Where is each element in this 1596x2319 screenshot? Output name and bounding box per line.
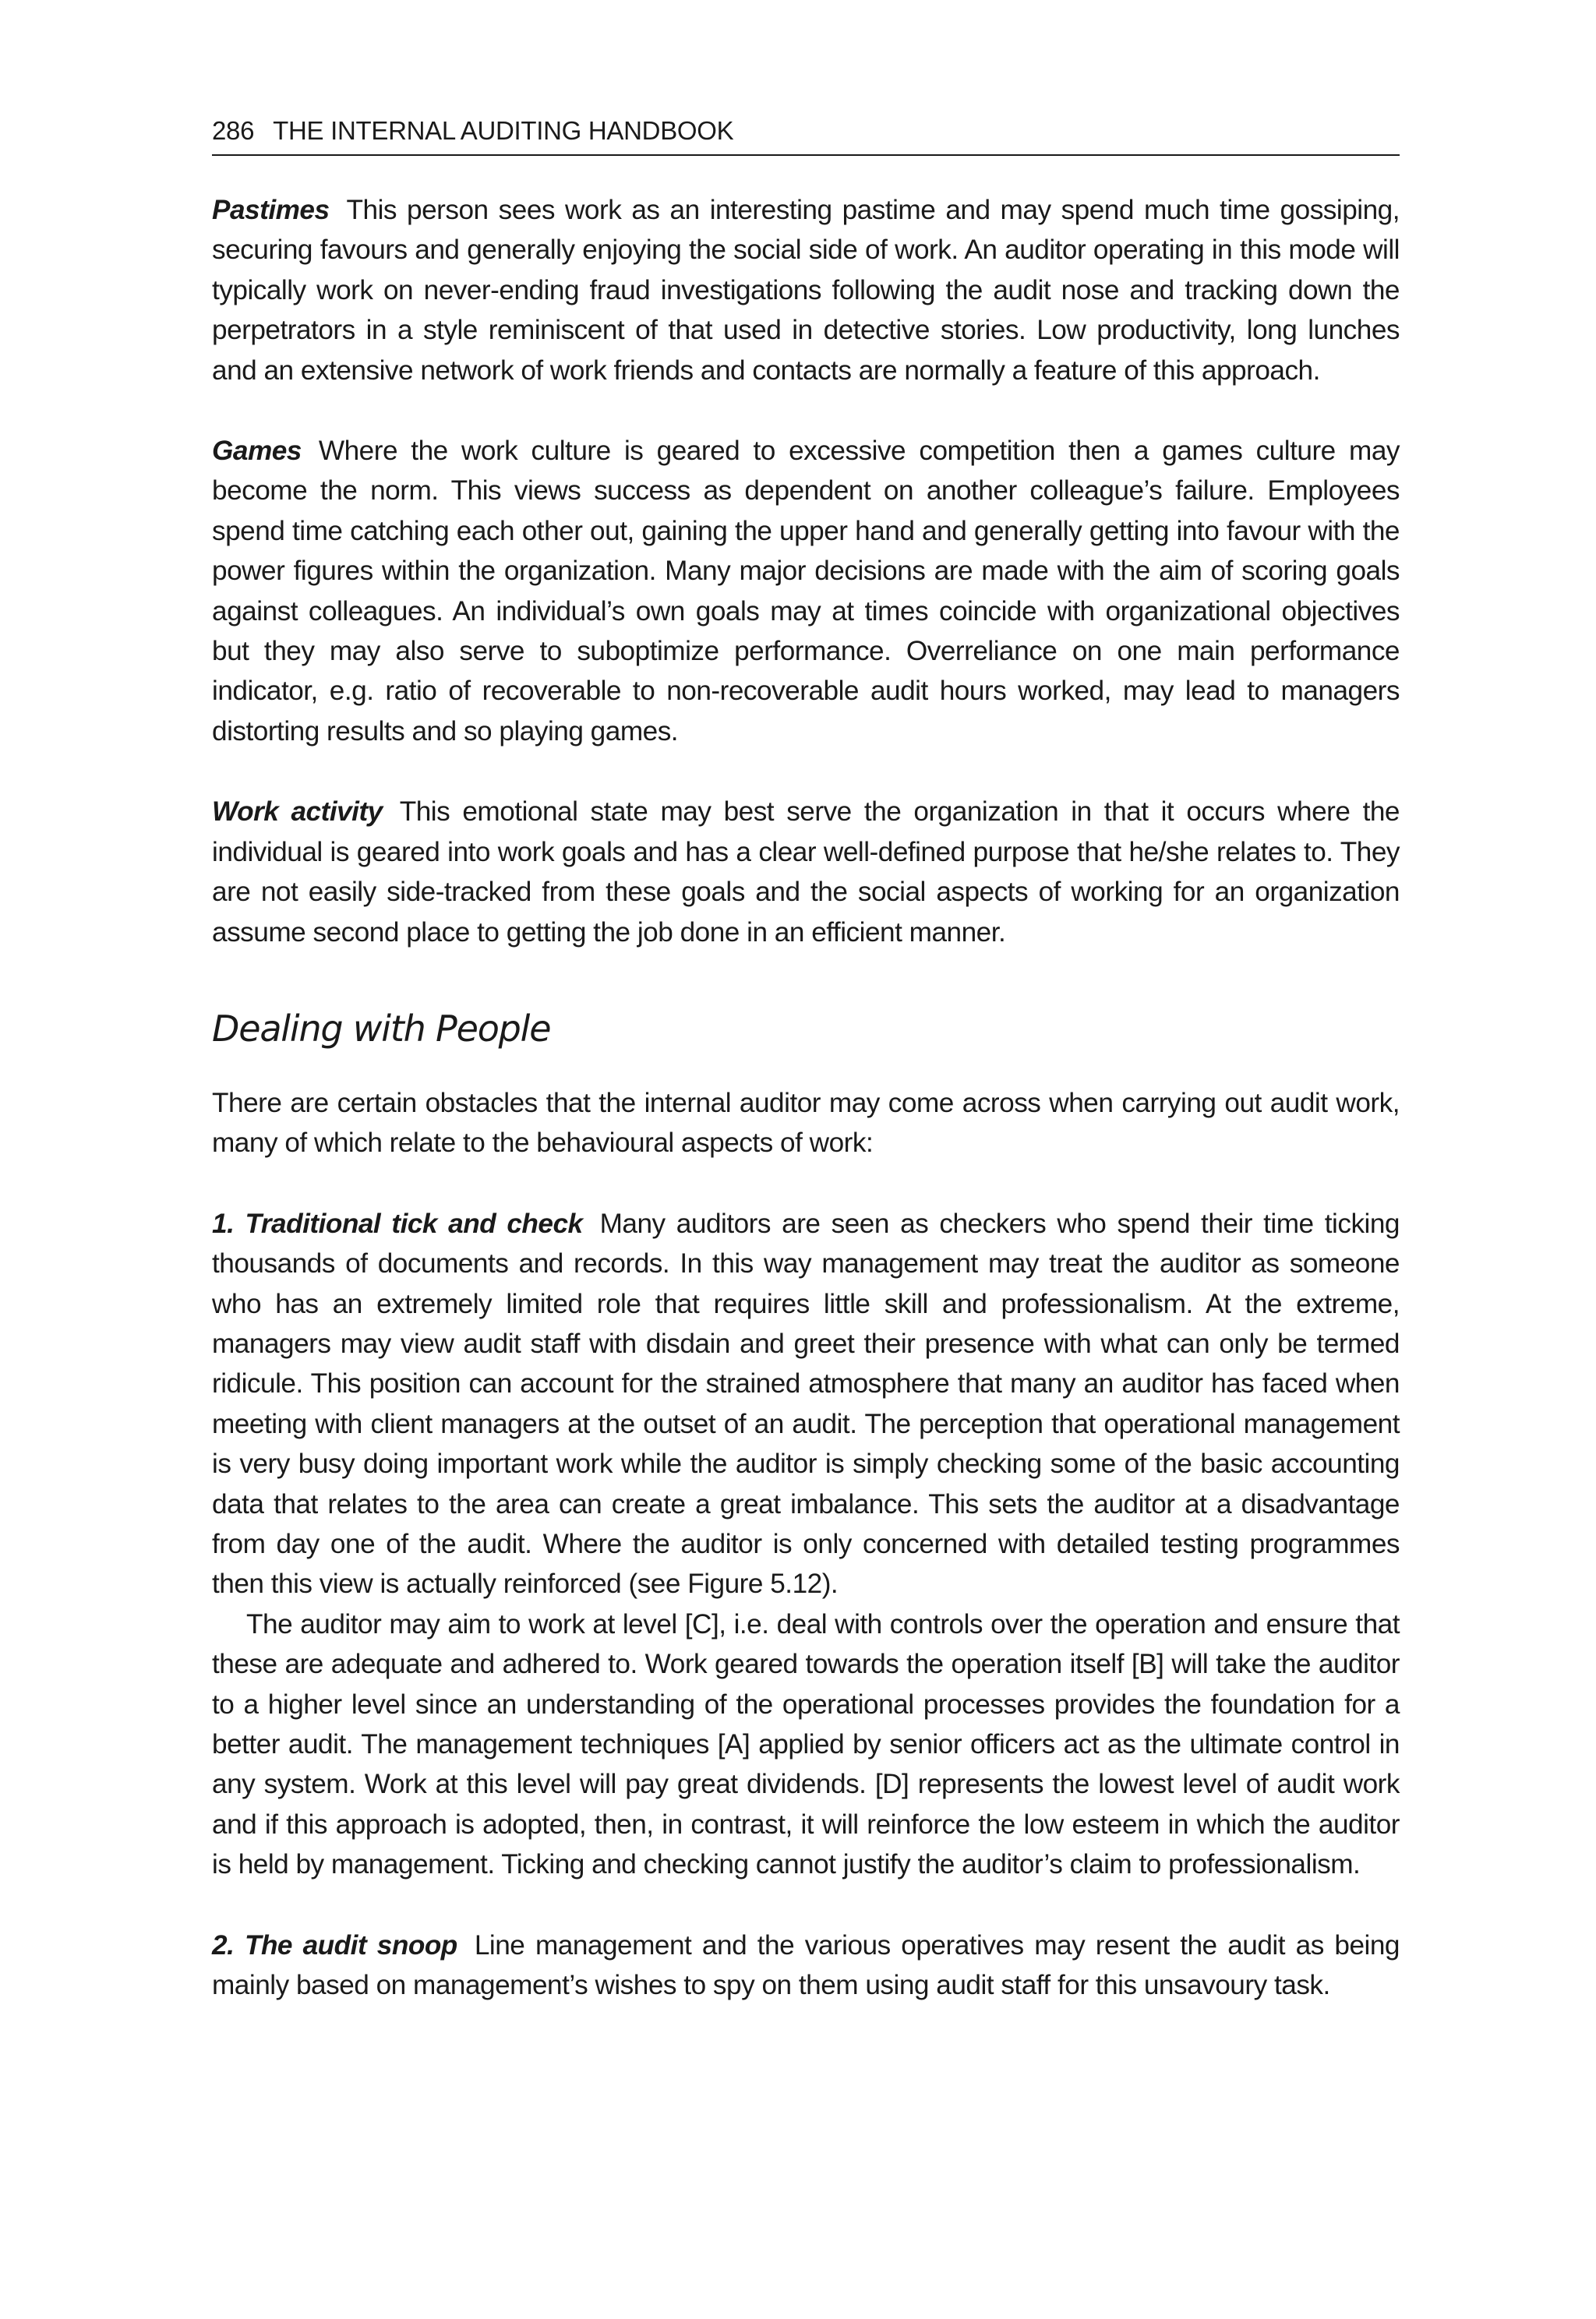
list-item-tick-and-check [212, 1204, 1400, 1604]
paragraph-text: Many auditors are seen as checkers who spend their time ticking thousands of documents and records. In this way management may treat the auditor as someone who has an extremely limited role that requires little skill and professionalism. At the extreme, managers may view audit staff with disdain and greet their presence with what can only be termed ridicule. This position can account for the strained atmosphere that many an auditor has faced when meeting with client managers at the outset of an audit. The perception that operational management is very busy doing important work while the auditor is simply checking some of the basic accounting data that relates to the area can create a great imbalance. This sets the auditor at a disadvantage from day one of the audit. Where the auditor is only concerned with detailed testing programmes then this view is actually reinforced (see Figure 5.12). [212, 1208, 1400, 1600]
paragraph-lead: 2. The audit snoop [212, 1929, 457, 1961]
list-item-audit-snoop [212, 1925, 1400, 2006]
body-text [212, 190, 1400, 2005]
section-heading: Dealing with People [212, 1007, 551, 1050]
paragraph-lead: Games [212, 436, 302, 467]
page-number: 286 [212, 116, 255, 145]
paragraph-lead: Pastimes [212, 195, 330, 225]
book-page [212, 115, 1400, 2005]
paragraph-text: Line management and the various operatives may resent the audit as being mainly based on management’s wishes to spy on them using audit staff for this unsavoury task. [212, 1929, 1400, 2001]
paragraph-text: This emotional state may best serve the organization in that it occurs where the individual is geared into work goals and has a clear well-defined purpose that he/she relates to. They are not easily side-tracked from these goals and the social aspects of working for an organization assume second place to getting the job done in an efficient manner. [212, 796, 1400, 948]
paragraph-text: This person sees work as an interesting pastime and may spend much time gossiping, securing favours and generally enjoying the social side of work. An auditor operating in this mode will typically work on never-ending fraud investigations following the audit nose and tracking down the perpetrators in a style reminiscent of that used in detective stories. Low productivity, long lunches and an extensive network of work friends and contacts are normally a feature of this approach. [212, 195, 1400, 386]
paragraph-continuation: The auditor may aim to work at level [C], i.e. deal with controls over the operation and ensure that these are adequate and adhered to. Work geared towards the operation itself [B] will take the auditor to a higher level since an understanding of the operational processes provides the foundation for a better audit. The management techniques [A] applied by senior officers act as the ultimate control in any system. Work at this level will pay great dividends. [D] represents the lowest level of audit work and if this approach is adopted, then, in contrast, it will reinforce the low esteem in which the auditor is held by management. Ticking and checking cannot justify the auditor’s claim to professionalism. [212, 1608, 1400, 1880]
book-title: THE INTERNAL AUDITING HANDBOOK [273, 116, 734, 145]
paragraph-text: Where the work culture is geared to excessive competition then a games culture may become the norm. This views success as dependent on another colleague’s failure. Employees spend time catching each other out, gaining the upper hand and generally getting into favour with the power figures within the organization. Many major decisions are made with the aim of scoring goals against colleagues. An individual’s own goals may at times coincide with organizational objectives but they may also serve to suboptimize performance. Overreliance on one main performance indicator, e.g. ratio of recoverable to non-recoverable audit hours worked, may lead to managers distorting results and so playing games. [212, 436, 1400, 747]
paragraph-games [212, 431, 1400, 751]
paragraph-pastimes [212, 190, 1400, 390]
paragraph-work-activity [212, 792, 1400, 952]
paragraph-lead: 1. Traditional tick and check [212, 1208, 583, 1239]
running-header [212, 115, 1400, 156]
paragraph-lead: Work activity [212, 796, 383, 828]
section-intro: There are certain obstacles that the internal auditor may come across when carrying out audit work, many of which relate to the behavioural aspects of work: [212, 1087, 1400, 1159]
